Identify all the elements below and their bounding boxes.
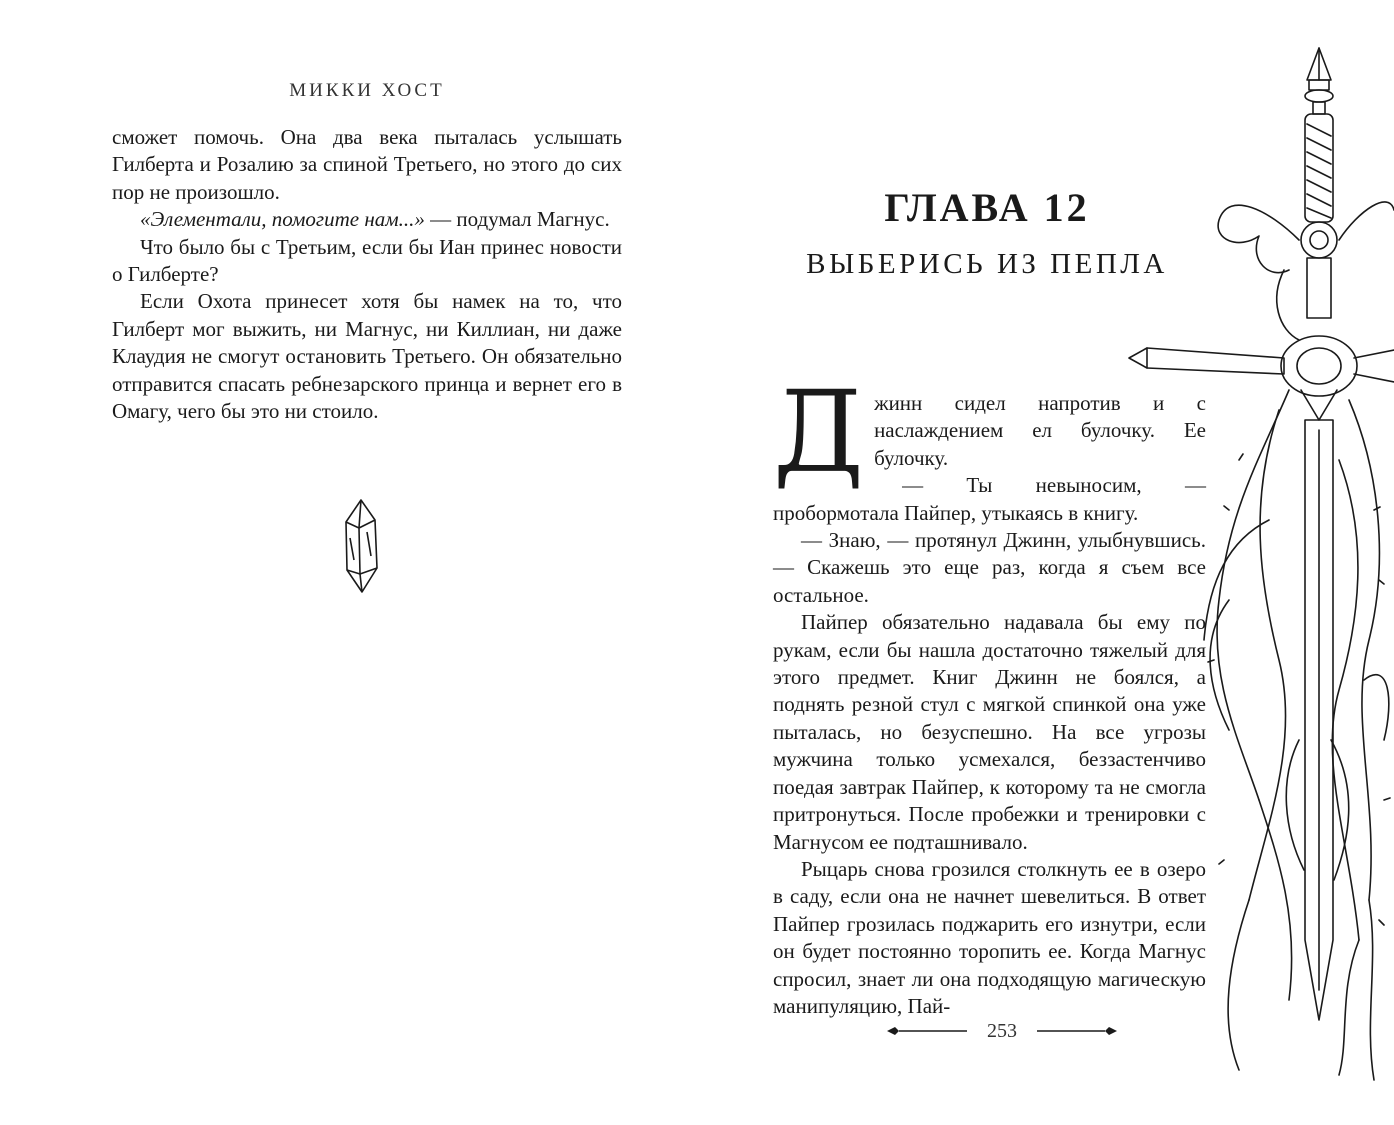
page-number: 253 <box>987 1019 1017 1042</box>
paragraph: сможет помочь. Она два века пыталась услышать Гилберта и Розалию за спиной Третьего, но этого до сих пор не произошло. <box>112 125 622 204</box>
paragraph: Что было бы с Третьим, если бы Иан принес новости о Гилберте? <box>112 234 622 287</box>
paragraph: Если Охота принесет хотя бы намек на то, что Гилберт мог выжить, ни Магнус, ни Киллиан, ни даже Клаудия не смогут остановить Третьего. Он обязательно отправится спасать ребнезарского принца и вернет его в Омагу, чего бы это ни стоило. <box>112 289 622 424</box>
chapter-subtitle: ВЫБЕРИСЬ ИЗ ПЕПЛА <box>806 248 1168 280</box>
left-body-text <box>112 124 622 425</box>
sword-with-roots-illustration <box>1109 40 1394 1085</box>
left-ornament-icon <box>885 1025 969 1037</box>
folio <box>877 1016 1127 1046</box>
thought-rest: — подумал Магнус. <box>424 207 610 232</box>
paragraph-thought <box>112 206 622 233</box>
right-page <box>697 0 1394 1125</box>
paragraph: Пайпер обязательно надавала бы ему по рукам, если бы нашла достаточно тяжелый для этого предмет. Книг Джинн не боялся, а поднять резной стул с мягкой спинкой она уже пыталась, но безуспешно. На все угрозы мужчина только усмехался, беззастенчиво поедая завтрак Пайпер, к которому та не смогла притронуться. После пробежки и тренировки с Магнусом ее подташнивало. <box>773 610 1206 854</box>
paragraph: Рыцарь снова грозился столкнуть ее в озеро в саду, если она не начнет шевелиться. В ответ Пайпер грозилась поджарить его изнутри, если он будет постоянно торопить ее. Когда Магнус спросил, знает ли она подходящую магическую манипуляцию, Пай- <box>773 856 1206 1018</box>
crystal-icon <box>342 498 380 594</box>
first-paragraph-text: жинн сидел напротив и с наслаждением ел булочку. Ее булочку. <box>874 391 1206 470</box>
paragraph: — Ты невыносим, — пробормотала Пайпер, утыкаясь в книгу. <box>773 473 1206 525</box>
right-ornament-icon <box>1035 1025 1119 1037</box>
drop-cap: Д <box>773 368 865 498</box>
chapter-title: ГЛАВА 12 <box>884 185 1090 230</box>
thought-italic: «Элементали, помогите нам...» <box>140 207 425 232</box>
paragraph: — Знаю, — протянул Джинн, улыбнувшись. — Скажешь это еще раз, когда я съем все остальное. <box>773 528 1206 607</box>
running-head: МИККИ ХОСТ <box>289 80 445 101</box>
